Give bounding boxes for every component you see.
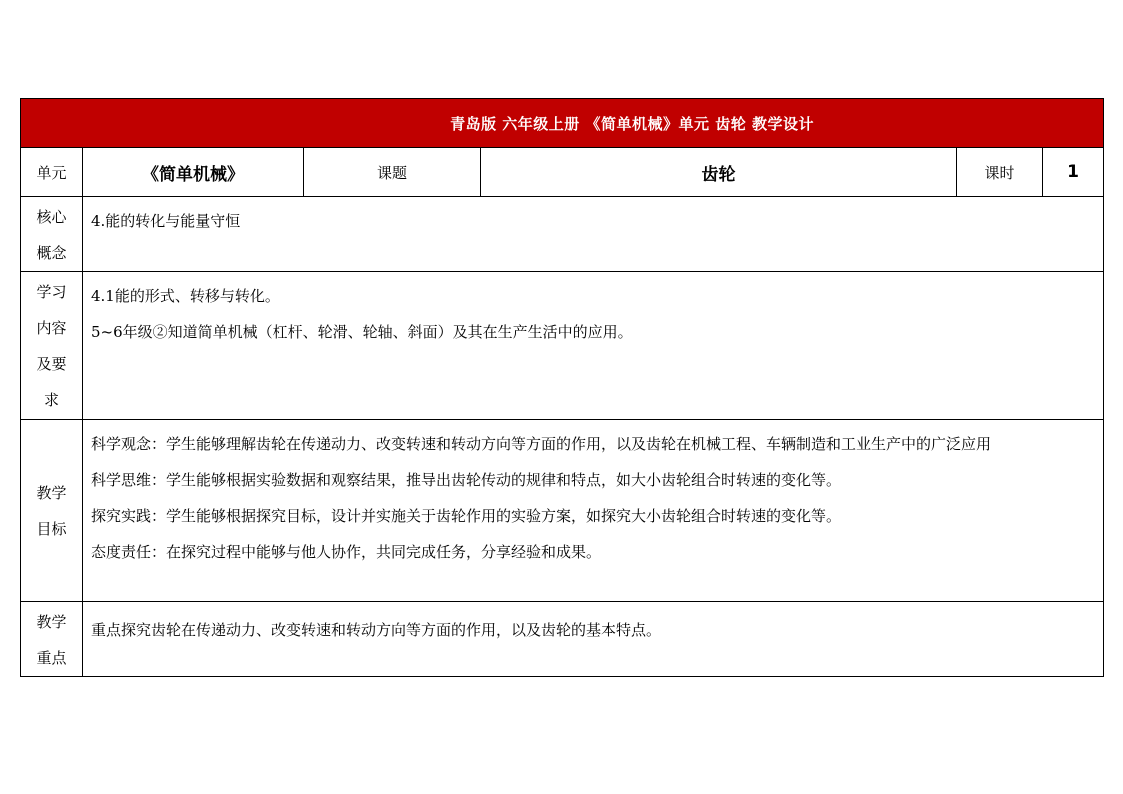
- document-title: 青岛版 六年级上册 《简单机械》单元 齿轮 教学设计: [21, 99, 1104, 148]
- core-concept-label: 核心 概念: [21, 197, 83, 272]
- learning-requirements-content: [83, 272, 1104, 420]
- teaching-goals-content: [83, 420, 1104, 602]
- unit-label: 单元: [21, 148, 83, 197]
- teaching-focus-label: 教学 重点: [21, 602, 83, 677]
- topic-label: 课题: [304, 148, 481, 197]
- period-value: 1: [1043, 148, 1104, 197]
- teaching-goals-label: 教学 目标: [21, 420, 83, 602]
- goal-science-thinking: 科学思维：学生能够根据实验数据和观察结果，推导出齿轮传动的规律和特点，如大小齿轮组合时转速的变化等。: [91, 471, 842, 489]
- learning-requirement-line: 5~6年级②知道简单机械（杠杆、轮滑、轮轴、斜面）及其在生产生活中的应用。: [91, 323, 633, 341]
- goal-inquiry-practice: 探究实践：学生能够根据探究目标，设计并实施关于齿轮作用的实验方案，如探究大小齿轮组合时转速的变化等。: [91, 507, 842, 525]
- learning-requirements-label: 学习 内容 及要 求: [21, 272, 83, 420]
- goal-science-concept: 科学观念：学生能够理解齿轮在传递动力、改变转速和转动方向等方面的作用，以及齿轮在机械工程、车辆制造和工业生产中的广泛应用: [91, 435, 992, 453]
- lesson-plan-table: [20, 98, 1104, 677]
- period-label: 课时: [957, 148, 1043, 197]
- core-concept-text: 4.能的转化与能量守恒: [83, 197, 1104, 272]
- learning-requirement-line: 4.1能的形式、转移与转化。: [91, 287, 280, 305]
- teaching-focus-text: 重点探究齿轮在传递动力、改变转速和转动方向等方面的作用，以及齿轮的基本特点。: [83, 602, 1104, 677]
- topic-value: 齿轮: [481, 148, 957, 197]
- goal-attitude-responsibility: 态度责任：在探究过程中能够与他人协作，共同完成任务，分享经验和成果。: [91, 543, 602, 561]
- unit-value: 《简单机械》: [83, 148, 304, 197]
